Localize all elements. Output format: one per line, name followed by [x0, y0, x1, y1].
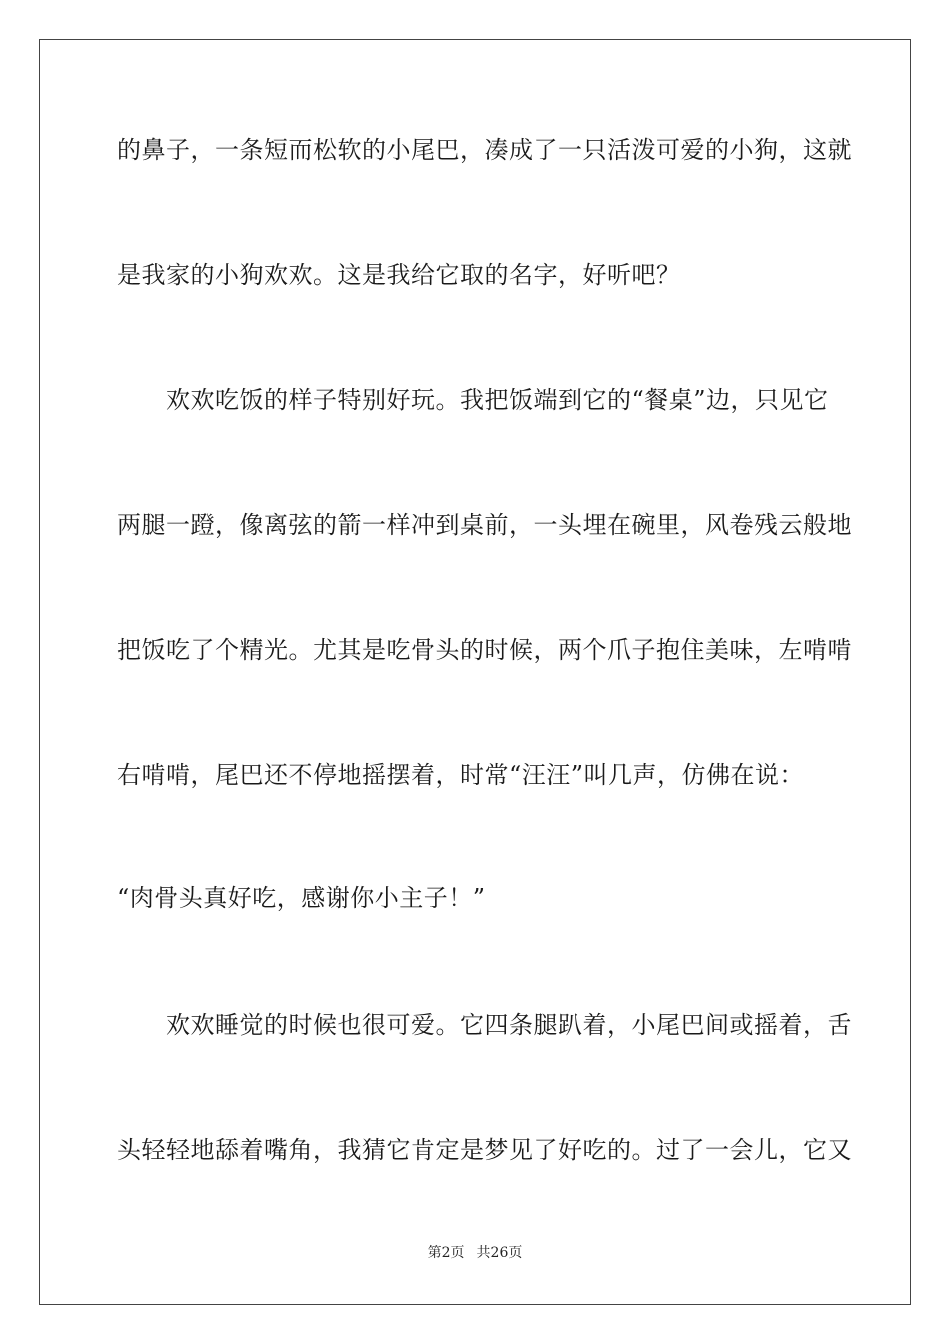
- text-line-4: 两腿一蹬，像离弦的箭一样冲到桌前，一头埋在碗里，风卷残云般地: [117, 511, 852, 539]
- text-line-3: 欢欢吃饭的样子特别好玩。我把饭端到它的“餐桌”边，只见它: [117, 386, 829, 414]
- text-line-2: 是我家的小狗欢欢。这是我给它取的名字，好听吧？: [117, 261, 681, 289]
- text-line-5: 把饭吃了个精光。尤其是吃骨头的时候，两个爪子抱住美味，左啃啃: [117, 636, 852, 664]
- text-line-7: “肉骨头真好吃，感谢你小主子！”: [117, 884, 486, 912]
- text-line-1: 的鼻子，一条短而松软的小尾巴，凑成了一只活泼可爱的小狗，这就: [117, 136, 852, 164]
- text-line-6: 右啃啃，尾巴还不停地摇摆着，时常“汪汪”叫几声，仿佛在说：: [117, 761, 805, 789]
- page-footer: [0, 1244, 950, 1262]
- page-border: [39, 39, 911, 1305]
- page-number-current: 第2页: [427, 1245, 465, 1261]
- text-line-8: 欢欢睡觉的时候也很可爱。它四条腿趴着，小尾巴间或摇着，舌: [117, 1011, 852, 1039]
- text-line-9: 头轻轻地舔着嘴角，我猜它肯定是梦见了好吃的。过了一会儿，它又: [117, 1136, 852, 1164]
- page-number-total: 共26页: [476, 1245, 523, 1261]
